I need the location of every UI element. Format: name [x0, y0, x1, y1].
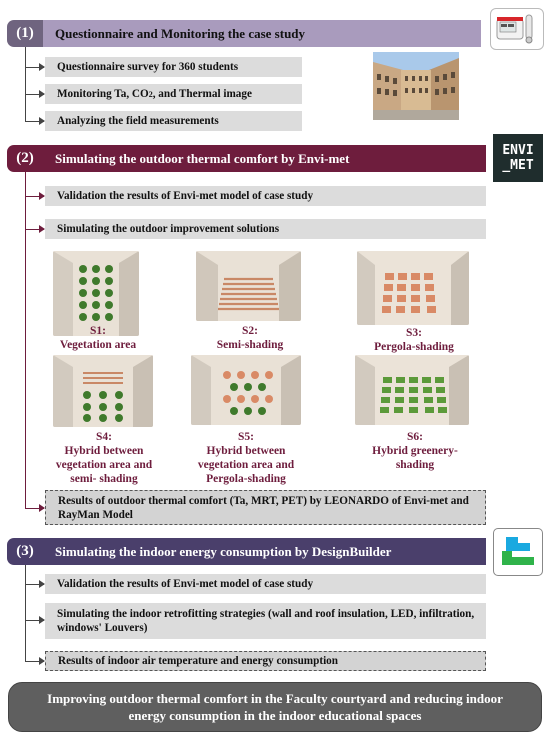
scenario-s6-caption [365, 430, 465, 472]
step-indoor-retrofitting: Simulating the indoor retrofitting strategies (wall and roof insulation, LED, infiltration, windows' Louvers) [45, 603, 486, 639]
scenario-s6-render [355, 355, 469, 425]
scenario-s2-name: Semi-shading [216, 339, 284, 351]
scenario-s6-name: Hybrid greenery-shading [372, 445, 458, 471]
section2-number: (2) [7, 145, 43, 172]
scenario-s2-render [196, 251, 301, 321]
courtyard-building-photo [373, 52, 459, 120]
step3-arrow [25, 121, 44, 122]
step-outdoor-results: Results of outdoor thermal comfort (Ta, MRT, PET) by LEONARDO of Envi-met and RayMan Model [45, 490, 486, 525]
thermo-hygrometer-device-icon [490, 8, 544, 50]
scenario-s4-name: Hybrid between vegetation area and semi- shading [55, 445, 153, 485]
monitoring-text-end: , and Thermal image [152, 88, 252, 100]
scenario-s1-caption [48, 324, 148, 352]
scenario-s3-render [357, 251, 469, 325]
simulating-arrow [25, 229, 44, 230]
scenario-s5-label: S5: [238, 431, 254, 443]
scenario-s2-caption [195, 324, 305, 352]
validation3-arrow [25, 584, 44, 585]
scenario-s1-label: S1: [90, 325, 106, 337]
retrofit-arrow [25, 620, 44, 621]
scenario-s5-caption [186, 430, 306, 486]
scenario-s5-name: Hybrid between vegetation area and Pergola-shading [197, 445, 295, 485]
scenario-s1-name: Vegetation area [59, 339, 137, 351]
envi-met-logo-line1: ENVI [502, 143, 534, 158]
envi-met-logo-icon [493, 134, 543, 182]
step-simulating-solutions: Simulating the outdoor improvement solutions [45, 219, 486, 239]
envi-met-logo-line2: _MET [502, 158, 534, 173]
step-analyzing: Analyzing the field measurements [45, 111, 302, 131]
scenario-s4-caption [44, 430, 164, 486]
scenario-s4-render [53, 355, 153, 427]
step-monitoring [45, 84, 302, 104]
final-outcome: Improving outdoor thermal comfort in the Faculty courtyard and reducing indoor energy consumption in the indoor educational spaces [8, 682, 542, 732]
section3-connector [25, 565, 26, 661]
scenario-s3-label: S3: [406, 327, 422, 339]
step-validation-outdoor: Validation the results of Envi-met model of case study [45, 186, 486, 206]
step1-arrow [25, 67, 44, 68]
scenario-s2-label: S2: [242, 325, 258, 337]
section1-connector [25, 47, 26, 121]
section2-title: Simulating the outdoor thermal comfort by Envi-met [43, 145, 486, 172]
designbuilder-logo-icon [493, 528, 543, 576]
section1-title: Questionnaire and Monitoring the case study [43, 20, 481, 47]
section2-connector [25, 172, 26, 508]
section3-number: (3) [7, 538, 43, 565]
step-validation-indoor: Validation the results of Envi-met model of case study [45, 574, 486, 594]
step-questionnaire: Questionnaire survey for 360 students [45, 57, 302, 77]
scenario-s5-render [191, 355, 301, 425]
step2-arrow [25, 94, 44, 95]
result3-arrow [25, 661, 44, 662]
scenario-s6-label: S6: [407, 431, 423, 443]
co2-subscript: 2 [148, 89, 153, 99]
step-indoor-results: Results of indoor air temperature and energy consumption [45, 651, 486, 671]
section1-number: (1) [7, 20, 43, 47]
validation-arrow [25, 196, 44, 197]
monitoring-text: Monitoring Ta, CO [57, 88, 149, 100]
scenario-s3-caption [355, 326, 473, 354]
scenario-s3-name: Pergola-shading [374, 341, 454, 353]
scenario-s4-label: S4: [96, 431, 112, 443]
section3-title: Simulating the indoor energy consumption by DesignBuilder [43, 538, 486, 565]
result2-arrow [25, 508, 44, 509]
